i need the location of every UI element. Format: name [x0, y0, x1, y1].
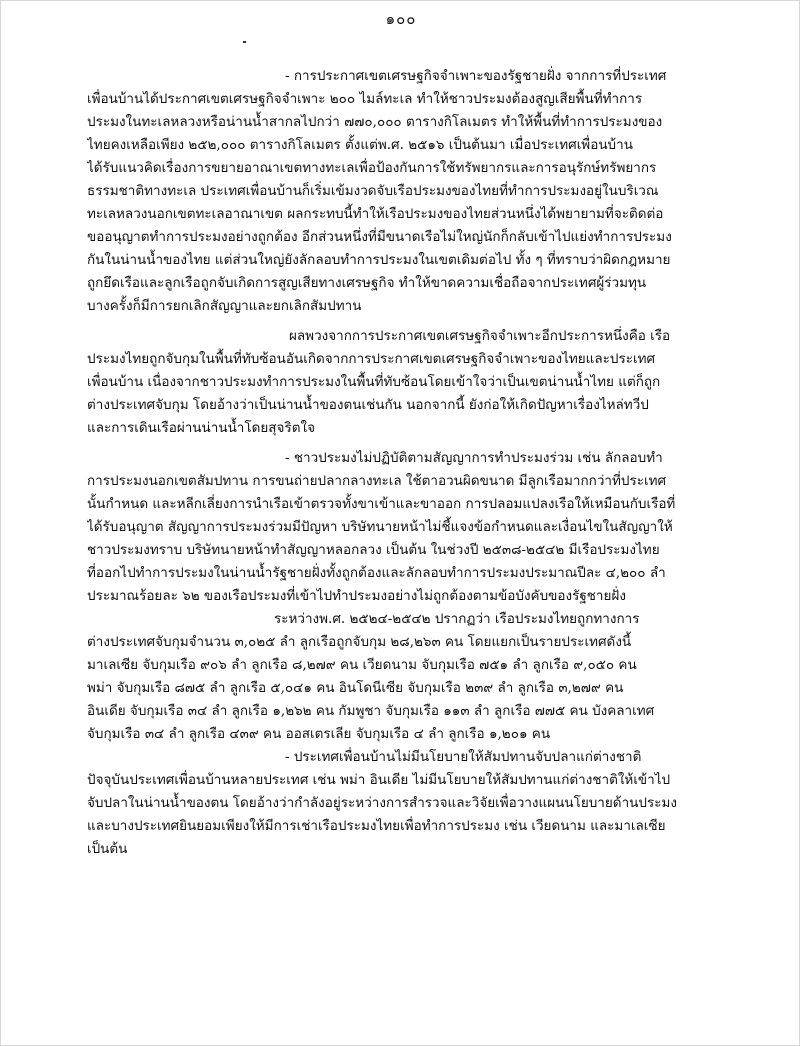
text-line: ผลพวงจากการประกาศเขตเศรษฐกิจจำเพาะอีกประการหนึ่งคือ เรือ [289, 328, 671, 344]
text-line: จับกุมเรือ ๓๔ ลำ ลูกเรือ ๔๓๙ คน ออสเตรเลีย จับกุมเรือ ๔ ลำ ลูกเรือ ๑,๒๐๑ คน [87, 726, 551, 742]
text-line: ต่างประเทศจับกุม โดยอ้างว่าเป็นน่านน้ำของตนเช่นกัน นอกจากนี้ ยังก่อให้เกิดปัญหาเรื่องไหล่ทวีป [87, 397, 649, 413]
paragraph-gap [87, 440, 715, 447]
text-line: ทะเลหลวงนอกเขตทะเลอาณาเขต ผลกระทบนี้ทำให้เรือประมงของไทยส่วนหนึ่งได้พยายามที่จะติดต่อ [87, 206, 664, 222]
text-line: พม่า จับกุมเรือ ๘๗๕ ลำ ลูกเรือ ๕,๐๔๑ คน อินโดนีเซีย จับกุมเรือ ๒๓๙ ลำ ลูกเรือ ๓,๒๗๙ คน [87, 680, 624, 696]
text-line: เพื่อนบ้านได้ประกาศเขตเศรษฐกิจจำเพาะ ๒๐๐ ไมล์ทะเล ทำให้ชาวประมงต้องสูญเสียพื้นที่ทำการ [87, 91, 643, 107]
body-text [87, 65, 715, 861]
text-line: กันในน่านน้ำของไทย แต่ส่วนใหญ่ยังลักลอบทำการประมงในเขตเดิมต่อไป ทั้ง ๆ ที่ทราบว่าผิดกฎหมาย [87, 252, 671, 268]
text-line: เพื่อนบ้าน เนื่องจากชาวประมงทำการประมงในพื้นที่ทับซ้อนโดยเข้าใจว่าเป็นเขตน่านน้ำไทย แต่ก็ถูก [87, 374, 661, 390]
text-line: ระหว่างพ.ศ. ๒๕๒๔-๒๕๔๒ ปรากฏว่า เรือประมงไทยถูกทางการ [274, 611, 640, 627]
text-line: ประมงในทะเลหลวงหรือน่านน้ำสากลไปกว่า ๗๗๐,๐๐๐ ตารางกิโลเมตร ทำให้พื้นที่ทำการประมงของ [87, 114, 663, 130]
page-number: ๑๐๐ [385, 10, 417, 28]
text-line: - ประเทศเพื่อนบ้านไม่มีนโยบายให้สัมปทานจับปลาแก่ต่างชาติ [285, 749, 642, 765]
text-line: ปัจจุบันประเทศเพื่อนบ้านหลายประเทศ เช่น พม่า อินเดีย ไม่มีนโยบายให้สัมปทานแก่ต่างชาติให้เข้าไป [87, 772, 671, 788]
text-line: ถูกยึดเรือและลูกเรือถูกจับเกิดการสูญเสียทางเศรษฐกิจ ทำให้ขาดความเชื่อถือจากประเทศผู้ร่วมทุน [87, 275, 647, 291]
text-line: ต่างประเทศจับกุมจำนวน ๓,๐๒๕ ลำ ลูกเรือถูกจับกุม ๒๘,๒๖๓ คน โดยแยกเป็นรายประเทศดังนี้ [87, 634, 632, 650]
text-line: นั้นกำหนด และหลีกเลี่ยงการนำเรือเข้าตรวจทั้งขาเข้าและขาออก การปลอมแปลงเรือให้เหมือนกับเรือที่ [87, 496, 676, 512]
text-line: ชาวประมงทราบ บริษัทนายหน้าทำสัญญาหลอกลวง เป็นต้น ในช่วงปี ๒๕๓๘-๒๕๔๒ มีเรือประมงไทย [87, 542, 660, 558]
text-line: - ชาวประมงไม่ปฏิบัติตามสัญญาการทำประมงร่วม เช่น ลักลอบทำ [285, 450, 663, 466]
text-line: อินเดีย จับกุมเรือ ๓๔ ลำ ลูกเรือ ๑,๒๖๒ คน กัมพูชา จับกุมเรือ ๑๑๓ ลำ ลูกเรือ ๗๗๕ คน บังคลาเทศ [87, 703, 655, 719]
text-line: มาเลเซีย จับกุมเรือ ๙๐๖ ลำ ลูกเรือ ๘,๒๗๙ คน เวียดนาม จับกุมเรือ ๗๕๑ ลำ ลูกเรือ ๙,๐๕๐ คน [87, 657, 637, 673]
text-line: ธรรมชาติทางทะเล ประเทศเพื่อนบ้านก็เริ่มเข้มงวดจับเรือประมงของไทยที่ทำการประมงอยู่ในบริเวณ [87, 183, 659, 199]
text-line: ได้รับอนุญาต สัญญาการประมงร่วมมีปัญหา บริษัทนายหน้าไม่ชี้แจงข้อกำหนดและเงื่อนไขในสัญญาให้ [87, 519, 673, 535]
text-line: ขออนุญาตทำการประมงอย่างถูกต้อง อีกส่วนหนึ่งที่มีขนาดเรือไม่ใหญ่นักก็กลับเข้าไปแย่งทำการประมง [87, 229, 672, 245]
paragraph-arrest-statistics [87, 608, 715, 746]
scan-speck [243, 41, 246, 43]
paragraph-joint-fishing [87, 447, 715, 608]
text-line: - การประกาศเขตเศรษฐกิจจำเพาะของรัฐชายฝั่ง จากการที่ประเทศ [285, 68, 667, 84]
paragraph-overlap-arrest [87, 325, 715, 440]
text-line: ประมาณร้อยละ ๖๒ ของเรือประมงที่เข้าไปทำประมงอย่างไม่ถูกต้องตามข้อบังคับของรัฐชายฝั่ง [87, 588, 626, 604]
paragraph-no-concession-policy [87, 746, 715, 861]
text-line: ได้รับแนวคิดเรื่องการขยายอาณาเขตทางทะเลเพื่อป้องกันการใช้ทรัพยากรและการอนุรักษ์ทรัพยากร [87, 160, 657, 176]
text-line: ที่ออกไปทำการประมงในน่านน้ำรัฐชายฝั่งทั้งถูกต้องและลักลอบทำการประมงประมาณปีละ ๔,๒๐๐ ลำ [87, 565, 666, 581]
text-line: ไทยคงเหลือเพียง ๒๕๒,๐๐๐ ตารางกิโลเมตร ตั้งแต่พ.ศ. ๒๕๑๖ เป็นต้นมา เมื่อประเทศเพื่อนบ้าน [87, 137, 633, 153]
paragraph-eez-declaration [87, 65, 715, 318]
paragraph-gap [87, 318, 715, 325]
text-line: เป็นต้น [87, 841, 128, 857]
text-line: ประมงไทยถูกจับกุมในพื้นที่ทับซ้อนอันเกิดจากการประกาศเขตเศรษฐกิจจำเพาะของไทยและประเทศ [87, 351, 656, 367]
text-line: และบางประเทศยินยอมเพียงให้มีการเช่าเรือประมงไทยเพื่อทำการประมง เช่น เวียดนาม และมาเลเซีย [87, 818, 666, 834]
text-line: บางครั้งก็มีการยกเลิกสัญญาและยกเลิกสัมปทาน [87, 298, 362, 314]
text-line: การประมงนอกเขตสัมปทาน การขนถ่ายปลากลางทะเล ใช้ตาอวนผิดขนาด มีลูกเรือมากกว่าที่ประเทศ [87, 473, 667, 489]
text-line: จับปลาในน่านน้ำของตน โดยอ้างว่ากำลังอยู่ระหว่างการสำรวจและวิจัยเพื่อวางแผนนโยบายด้านประมง [87, 795, 677, 811]
text-line: และการเดินเรือผ่านน่านน้ำโดยสุจริตใจ [87, 420, 315, 436]
